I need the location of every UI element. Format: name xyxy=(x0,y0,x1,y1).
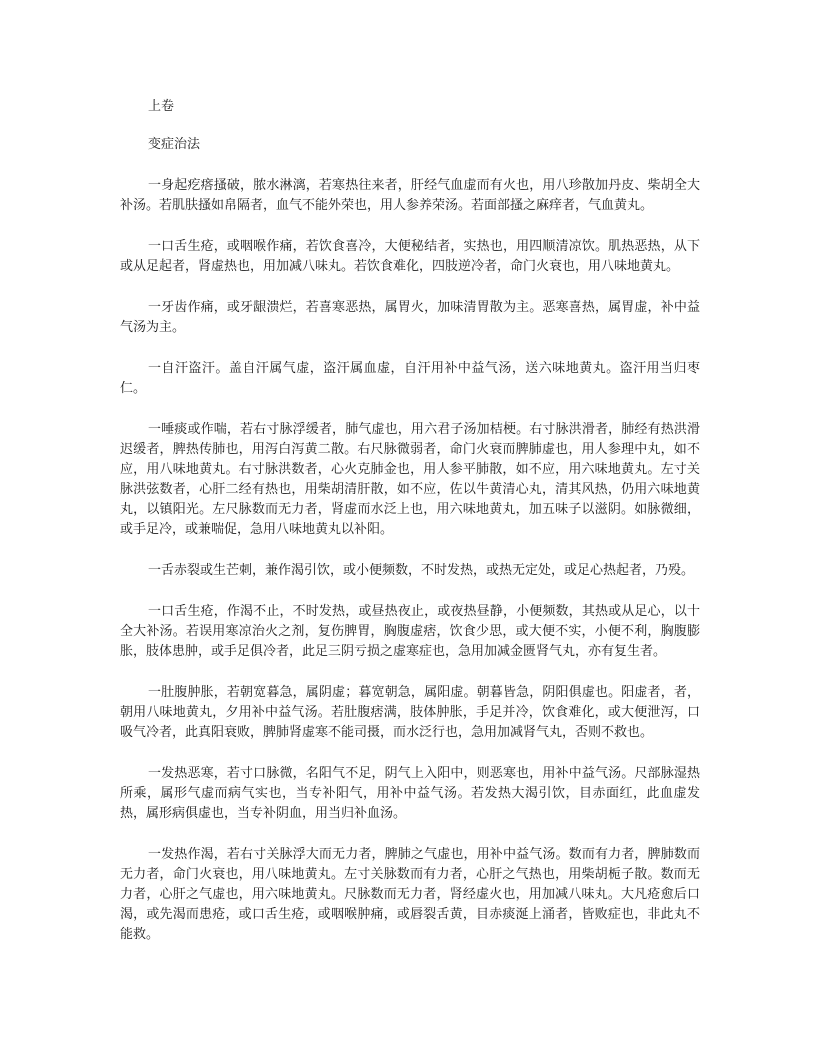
paragraph: 一舌赤裂或生芒刺，兼作渴引饮，或小便频数，不时发热，或热无定处，或足心热起者，乃殁。 xyxy=(148,563,695,578)
document-body xyxy=(120,97,700,966)
paragraph: 一身起疙瘩搔破，脓水淋漓，若寒热往来者，肝经气血虚而有火也，用八珍散加丹皮、柴胡全大补汤。若肌肤搔如帛隔者，血气不能外荣也，用人参养荣汤。若面部搔之麻痒者，气血黄丸。 xyxy=(120,178,700,213)
paragraph: 一发热作渴，若右寸关脉浮大而无力者，脾肺之气虚也，用补中益气汤。数而有力者，脾肺数而无力者，命门火衰也，用八味地黄丸。左寸关脉数而有力者，心肝之气热也，用柴胡栀子散。数而无力者，心肝之气虚也，用六味地黄丸。尺脉数而无力者，肾经虚火也，用加减八味丸。大凡疮愈后口渴，或先渴而患疮，或口舌生疮，或咽喉肿痛，或唇裂舌黄，目赤痰涎上涌者，皆败症也，非此丸不能救。 xyxy=(120,847,700,942)
paragraph: 一肚腹肿胀，若朝宽暮急，属阴虚；暮宽朝急，属阳虚。朝暮皆急，阴阳俱虚也。阳虚者，者，朝用八味地黄丸，夕用补中益气汤。若肚腹痞满，肢体肿胀，手足并冷，饮食难化，或大便泄泻，口吸气冷者，此真阳衰败，脾肺肾虚寒不能司摄，而水泛行也，急用加减肾气丸，否则不救也。 xyxy=(120,685,700,740)
paragraph: 一唾痰或作喘，若右寸脉浮缓者，肺气虚也，用六君子汤加桔梗。右寸脉洪滑者，肺经有热洪滑迟缓者，脾热传肺也，用泻白泻黄二散。右尺脉微弱者，命门火衰而脾肺虚也，用人参理中丸，如不应，用八味地黄丸。右寸脉洪数者，心火克肺金也，用人参平肺散，如不应，用六味地黄丸。左寸关脉洪弦数者，心肝二经有热也，用柴胡清肝散，如不应，佐以牛黄清心丸，清其风热，仍用六味地黄丸，以镇阳光。左尺脉数而无力者，肾虚而水泛上也，用六味地黄丸，加五味子以滋阴。如脉微细，或手足冷，或兼喘促，急用八味地黄丸以补阳。 xyxy=(120,422,700,537)
volume-title: 上卷 xyxy=(148,99,175,114)
section-title: 变症治法 xyxy=(148,137,201,152)
paragraph: 一口舌生疮，或咽喉作痛，若饮食喜冷，大便秘结者，实热也，用四顺清凉饮。肌热恶热，从下或从足起者，肾虚热也，用加减八味丸。若饮食难化，四肢逆冷者，命门火衰也，用八味地黄丸。 xyxy=(120,239,700,274)
paragraph: 一自汗盗汗。盖自汗属气虚，盗汗属血虚，自汗用补中益气汤，送六味地黄丸。盗汗用当归枣仁。 xyxy=(120,361,700,396)
paragraph: 一牙齿作痛，或牙龈溃烂，若喜寒恶热，属胃火，加味清胃散为主。恶寒喜热，属胃虚，补中益气汤为主。 xyxy=(120,300,700,335)
paragraph: 一口舌生疮，作渴不止，不时发热，或昼热夜止，或夜热昼静，小便频数，其热或从足心，以十全大补汤。若误用寒凉治火之剂，复伤脾胃，胸腹虚痞，饮食少思，或大便不实，小便不利，胸腹膨胀，肢体患肿，或手足俱冷者，此足三阴亏损之虚寒症也，急用加减金匮肾气丸，亦有复生者。 xyxy=(120,604,700,659)
paragraph: 一发热恶寒，若寸口脉微，名阳气不足，阴气上入阳中，则恶寒也，用补中益气汤。尺部脉湿热所乘，属形气虚而病气实也，当专补阳气，用补中益气汤。若发热大渴引饮，目赤面红，此血虚发热，属形病俱虚也，当专补阴血，用当归补血汤。 xyxy=(120,766,700,821)
